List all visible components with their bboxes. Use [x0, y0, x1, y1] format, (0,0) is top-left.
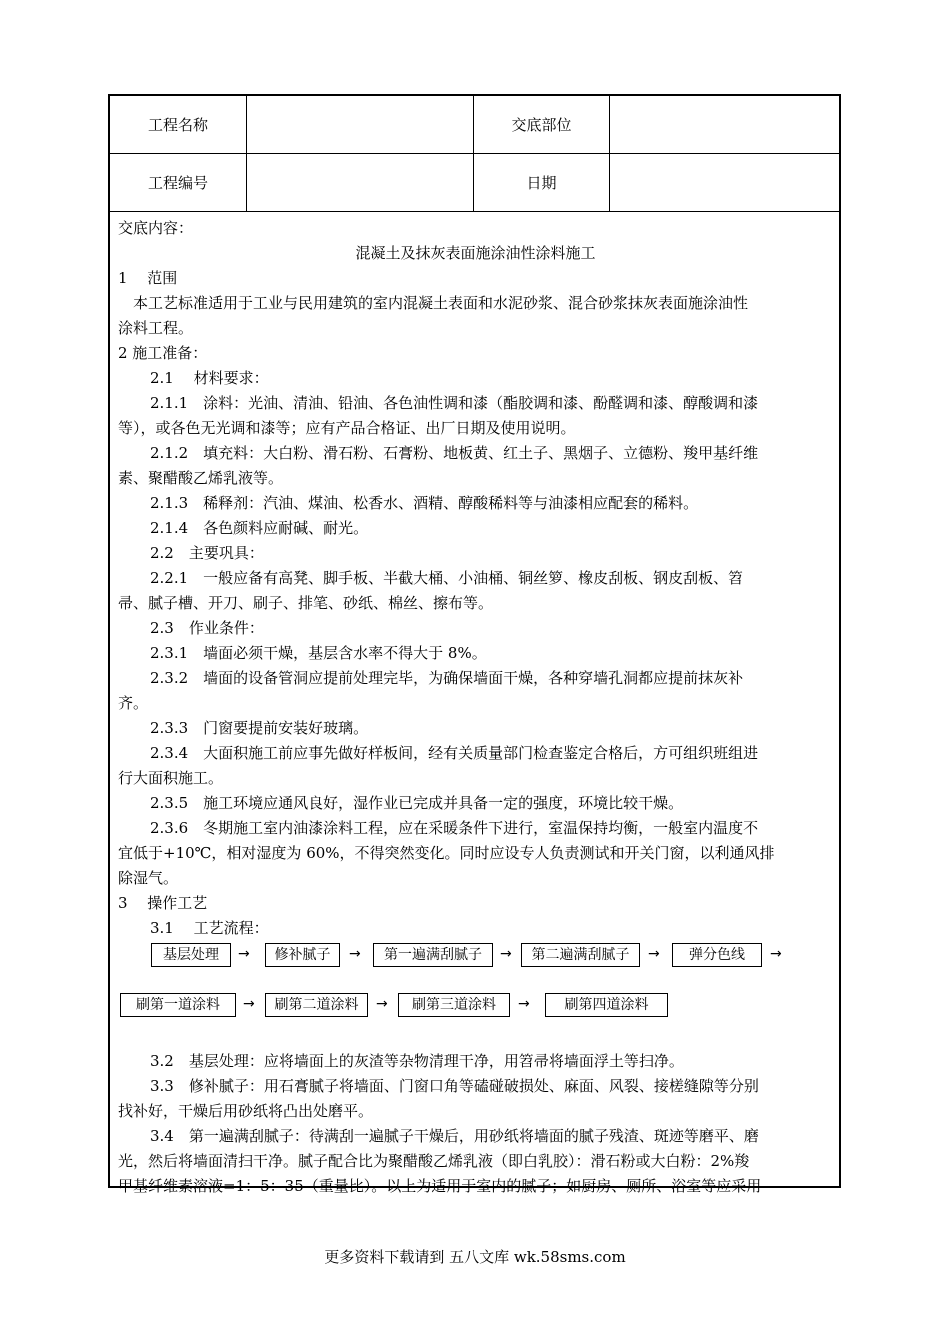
subsection-heading: 2.2 主要巩具： [150, 544, 264, 562]
footer-download-note: 更多资料下载请到 五八文库 wk.58sms.com [324, 1248, 626, 1266]
paragraph-line: 2.3.5 施工环境应通风良好，湿作业已完成并具备一定的强度，环境比较干燥。 [150, 794, 684, 812]
paragraph-line: 3.2 基层处理：应将墙面上的灰渣等杂物清理干净，用笤帚将墙面浮土等扫净。 [150, 1052, 684, 1070]
paragraph-line: 等），或各色无光调和漆等；应有产品合格证、出厂日期及使用说明。 [118, 419, 576, 437]
subsection-heading: 3.1 工艺流程： [150, 919, 269, 937]
paragraph-line: 2.2.1 一般应备有高凳、脚手板、半截大桶、小油桶、铜丝箩、橡皮刮板、钢皮刮板、笤 [150, 569, 744, 587]
paragraph-line: 找补好，干燥后用砂纸将凸出处磨平。 [118, 1102, 374, 1120]
document-title: 混凝土及抹灰表面施涂油性涂料施工 [355, 244, 596, 262]
content-label: 交底内容： [118, 219, 194, 237]
paragraph-line: 3.3 修补腻子：用石膏腻子将墙面、门窗口角等磕碰破损处、麻面、风裂、接槎缝隙等分别 [150, 1077, 759, 1095]
paragraph-line: 行大面积施工。 [118, 769, 224, 787]
process-flow-diagram [118, 941, 833, 1049]
project-no-label: 工程编号 [110, 154, 247, 212]
handover-part-value [610, 96, 840, 154]
paragraph-line: 2.3.1 墙面必须干燥，基层含水率不得大于 8%。 [150, 644, 487, 662]
project-name-value [247, 96, 474, 154]
header-row [110, 154, 839, 212]
flow-arrow-icon: → [349, 946, 361, 962]
flow-step-box: 刷第二道涂料 [265, 993, 368, 1017]
paragraph-line: 宜低于+10℃，相对湿度为 60%，不得突然变化。同时应设专人负责测试和开关门窗，以利通风排 [118, 844, 775, 862]
paragraph-line: 涂料工程。 [118, 319, 194, 337]
handover-content [118, 216, 833, 1199]
header-row [110, 96, 839, 154]
paragraph-line: 帚、腻子槽、开刀、刷子、排笔、砂纸、棉丝、擦布等。 [118, 594, 494, 612]
paragraph-line: 2.3.3 门窗要提前安装好玻璃。 [150, 719, 369, 737]
paragraph-line: 2.3.6 冬期施工室内油漆涂料工程，应在采暖条件下进行，室温保持均衡，一般室内温度不 [150, 819, 759, 837]
flow-arrow-icon: → [238, 946, 250, 962]
flow-step-box: 修补腻子 [265, 943, 340, 967]
paragraph-line: 本工艺标准适用于工业与民用建筑的室内混凝土表面和水泥砂浆、混合砂浆抹灰表面施涂油性 [118, 294, 749, 312]
flow-arrow-icon: → [770, 946, 782, 962]
paragraph-line: 甲基纤维素溶液=1：5：35（重量比）。以上为适用于室内的腻子；如厨房、厕所、浴室等应采用 [118, 1177, 762, 1195]
flow-arrow-icon: → [243, 996, 255, 1012]
flow-step-box: 弹分色线 [672, 943, 762, 967]
section-heading: 1 范围 [118, 269, 178, 287]
paragraph-line: 素、聚醋酸乙烯乳液等。 [118, 469, 284, 487]
flow-arrow-icon: → [518, 996, 530, 1012]
paragraph-line: 除湿气。 [118, 869, 179, 887]
paragraph-line: 2.3.4 大面积施工前应事先做好样板间，经有关质量部门检查鉴定合格后，方可组织班组进 [150, 744, 759, 762]
flow-arrow-icon: → [376, 996, 388, 1012]
flow-arrow-icon: → [500, 946, 512, 962]
flow-step-box: 基层处理 [151, 943, 231, 967]
subsection-heading: 2.1 材料要求： [150, 369, 269, 387]
paragraph-line: 2.1.1 涂料：光油、清油、铅油、各色油性调和漆（酯胶调和漆、酚醛调和漆、醇酸调和漆 [150, 394, 759, 412]
paragraph-line: 光，然后将墙面清扫干净。腻子配合比为聚醋酸乙烯乳液（即白乳胶）：滑石粉或大白粉：2%羧 [118, 1152, 750, 1170]
paragraph-line: 2.1.4 各色颜料应耐碱、耐光。 [150, 519, 369, 537]
flow-arrow-icon: → [648, 946, 660, 962]
paragraph-line: 齐。 [118, 694, 149, 712]
flow-step-box: 第一遍满刮腻子 [373, 943, 493, 967]
project-name-label: 工程名称 [110, 96, 247, 154]
flow-step-box: 刷第一道涂料 [120, 993, 236, 1017]
paragraph-line: 2.1.2 填充料：大白粉、滑石粉、石膏粉、地板黄、红土子、黑烟子、立德粉、羧甲基纤维 [150, 444, 759, 462]
flow-step-box: 刷第三道涂料 [398, 993, 510, 1017]
date-value [610, 154, 840, 212]
section-heading: 2 施工准备： [118, 344, 208, 362]
paragraph-line: 2.3.2 墙面的设备管洞应提前处理完毕，为确保墙面干燥，各种穿墙孔洞都应提前抹灰补 [150, 669, 744, 687]
paragraph-line: 2.1.3 稀释剂：汽油、煤油、松香水、酒精、醇酸稀料等与油漆相应配套的稀料。 [150, 494, 699, 512]
date-label: 日期 [474, 154, 610, 212]
document-frame [108, 94, 841, 1195]
header-table [110, 96, 839, 212]
project-no-value [247, 154, 474, 212]
paragraph-line: 3.4 第一遍满刮腻子：待满刮一遍腻子干燥后，用砂纸将墙面的腻子残渣、斑迹等磨平、磨 [150, 1127, 759, 1145]
flow-step-box: 刷第四道涂料 [545, 993, 668, 1017]
handover-part-label: 交底部位 [474, 96, 610, 154]
flow-step-box: 第二遍满刮腻子 [521, 943, 640, 967]
section-heading: 3 操作工艺 [118, 894, 208, 912]
subsection-heading: 2.3 作业条件： [150, 619, 264, 637]
